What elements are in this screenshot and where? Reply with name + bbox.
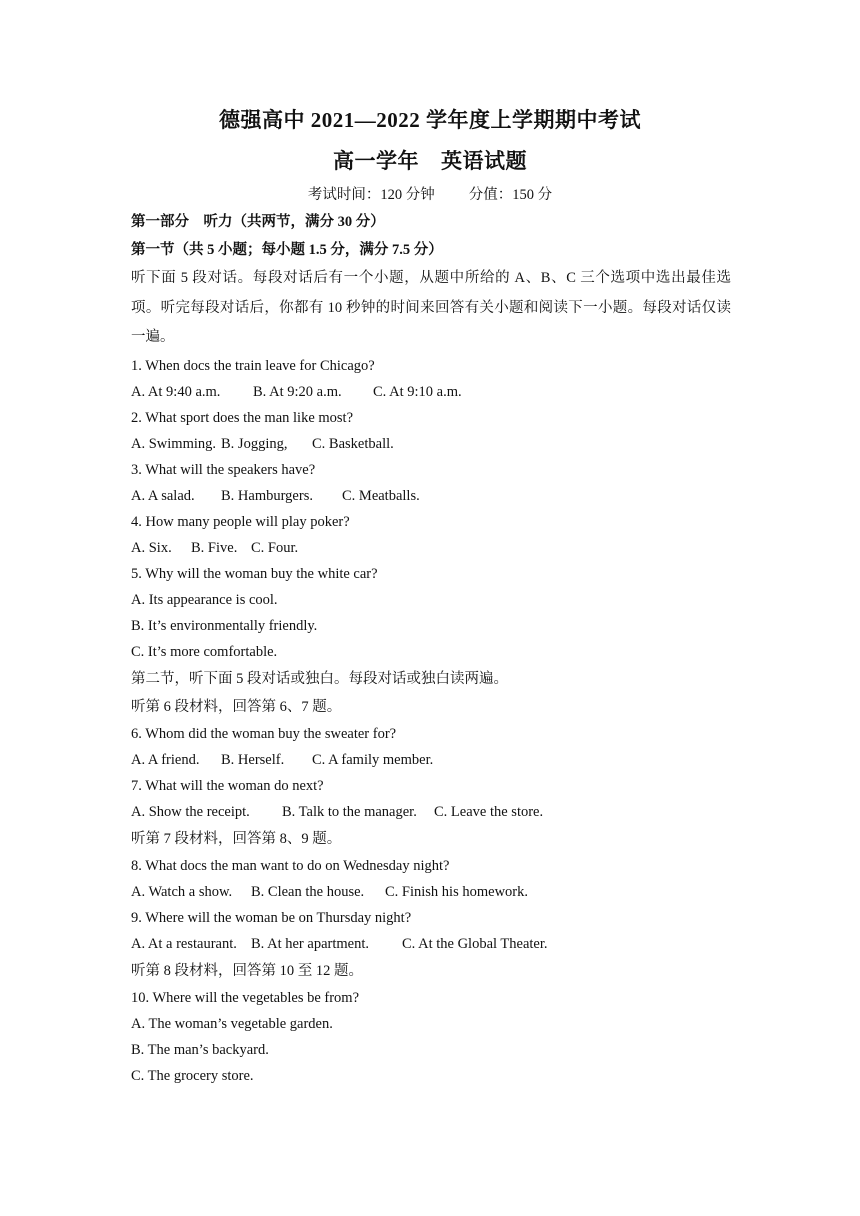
option-c: C. Meatballs. bbox=[342, 487, 420, 504]
option-c: C. The grocery store. bbox=[131, 1067, 254, 1084]
question-9: 9. Where will the woman be on Thursday night? bbox=[131, 909, 412, 926]
option-a: A. A salad. bbox=[131, 487, 195, 504]
option-c: C. Leave the store. bbox=[434, 803, 544, 820]
material-6-instruction: 听第 6 段材料，回答第 6、7 题。 bbox=[131, 698, 342, 715]
option-c: C. A family member. bbox=[312, 751, 434, 768]
option-c: C. Four. bbox=[251, 539, 299, 556]
exam-meta bbox=[0, 183, 860, 204]
option-a: A. Swimming. bbox=[131, 435, 216, 452]
question-1: 1. When docs the train leave for Chicago? bbox=[131, 357, 375, 374]
question-5: 5. Why will the woman buy the white car? bbox=[131, 565, 378, 582]
option-b: B. It’s environmentally friendly. bbox=[131, 617, 318, 634]
option-a: A. The woman’s vegetable garden. bbox=[131, 1015, 333, 1032]
question-9-options bbox=[131, 931, 731, 957]
question-2-options bbox=[131, 431, 731, 457]
option-b: B. Hamburgers. bbox=[221, 487, 313, 504]
option-b: B. Five. bbox=[191, 539, 238, 556]
exam-title: 德强高中 2021—2022 学年度上学期期中考试 bbox=[219, 108, 641, 132]
question-4: 4. How many people will play poker? bbox=[131, 513, 350, 530]
question-1-options bbox=[131, 379, 731, 405]
exam-subtitle bbox=[0, 145, 860, 175]
question-8-options bbox=[131, 879, 731, 905]
option-b: B. At her apartment. bbox=[251, 935, 369, 952]
question-3-options bbox=[131, 483, 731, 509]
material-7-instruction: 听第 7 段材料，回答第 8、9 题。 bbox=[131, 830, 342, 847]
section1-heading: 第一节（共 5 小题；每小题 1.5 分，满分 7.5 分） bbox=[131, 242, 443, 258]
option-a: A. Its appearance is cool. bbox=[131, 591, 278, 608]
subtitle-grade: 高一学年 bbox=[333, 149, 419, 173]
section1-instructions: 听下面 5 段对话。每段对话后有一个小题，从题中所给的 A、B、C 三个选项中选出最佳选项。听完每段对话后，你都有 10 秒钟的时间来回答有关小题和阅读下一小题。每段对话仅读一遍。 bbox=[131, 270, 731, 345]
option-a: A. At 9:40 a.m. bbox=[131, 383, 221, 400]
option-c: C. Basketball. bbox=[312, 435, 394, 452]
option-c: C. It’s more comfortable. bbox=[131, 643, 278, 660]
question-8: 8. What docs the man want to do on Wednesday night? bbox=[131, 857, 450, 874]
option-b: B. Herself. bbox=[221, 751, 285, 768]
question-2: 2. What sport does the man like most? bbox=[131, 409, 354, 426]
question-6-options bbox=[131, 747, 731, 773]
option-c: C. At the Global Theater. bbox=[402, 935, 548, 952]
section2-heading: 第二节，听下面 5 段对话或独白。每段对话或独白读两遍。 bbox=[131, 670, 508, 687]
option-b: B. Talk to the manager. bbox=[282, 803, 417, 820]
question-7: 7. What will the woman do next? bbox=[131, 777, 324, 794]
option-a: A. Watch a show. bbox=[131, 883, 233, 900]
option-b: B. Clean the house. bbox=[251, 883, 365, 900]
option-c: C. At 9:10 a.m. bbox=[373, 383, 462, 400]
option-b: B. The man’s backyard. bbox=[131, 1041, 269, 1058]
option-a: A. A friend. bbox=[131, 751, 200, 768]
option-b: B. At 9:20 a.m. bbox=[253, 383, 342, 400]
option-a: A. Show the receipt. bbox=[131, 803, 250, 820]
option-c: C. Finish his homework. bbox=[385, 883, 528, 900]
question-4-options bbox=[131, 535, 731, 561]
exam-content bbox=[131, 208, 731, 1089]
question-7-options bbox=[131, 799, 731, 825]
option-a: A. At a restaurant. bbox=[131, 935, 237, 952]
exam-time: 考试时间：120 分钟 bbox=[307, 187, 435, 203]
material-8-instruction: 听第 8 段材料，回答第 10 至 12 题。 bbox=[131, 962, 363, 979]
exam-score: 分值：150 分 bbox=[468, 187, 553, 203]
question-3: 3. What will the speakers have? bbox=[131, 461, 316, 478]
option-a: A. Six. bbox=[131, 539, 172, 556]
question-6: 6. Whom did the woman buy the sweater for? bbox=[131, 725, 397, 742]
option-b: B. Jogging, bbox=[221, 435, 288, 452]
question-10: 10. Where will the vegetables be from? bbox=[131, 989, 360, 1006]
part1-heading: 第一部分 听力（共两节，满分 30 分） bbox=[131, 214, 385, 230]
subtitle-subject: 英语试题 bbox=[441, 149, 527, 173]
